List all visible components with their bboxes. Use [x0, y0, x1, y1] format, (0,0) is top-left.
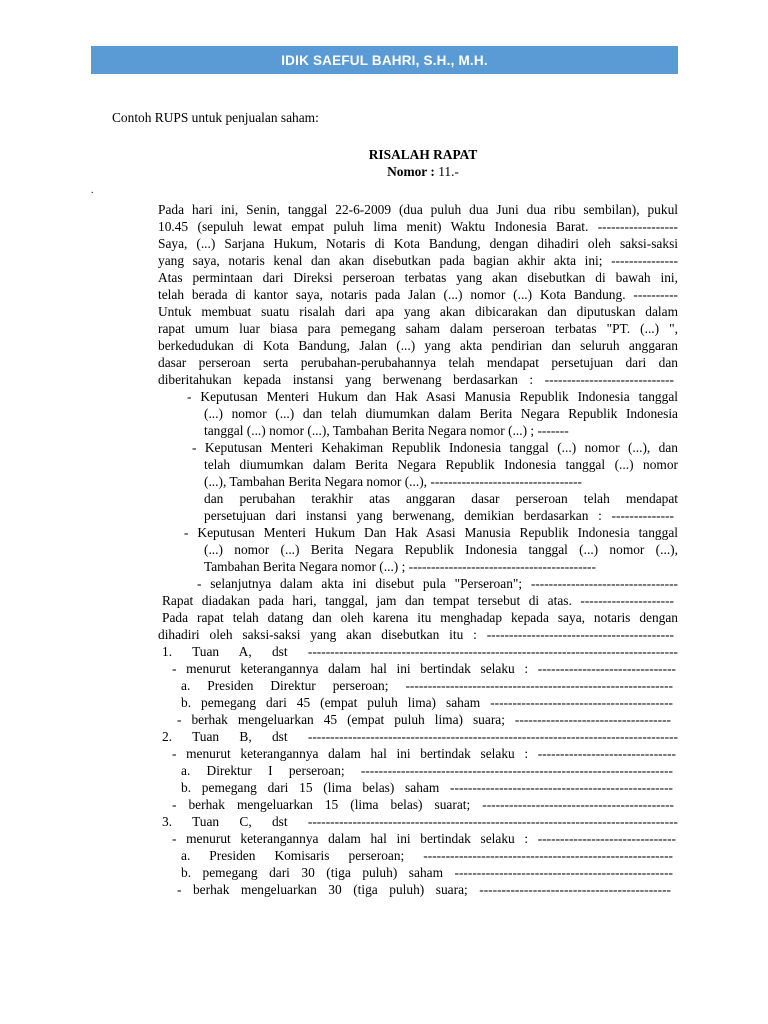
- author-name: IDIK SAEFUL BAHRI, S.H., M.H.: [281, 52, 488, 68]
- body-line: Tambahan Berita Negara nomor (...) ; ------------------------------------------: [204, 559, 596, 574]
- intro-text: Contoh RUPS untuk penjualan saham:: [112, 110, 319, 125]
- body-line: dan perubahan terakhir atas anggaran dasar perseroan telah mendapat: [204, 491, 678, 506]
- body-line: (...) nomor (...) dan telah diumumkan dalam Berita Negara Republik Indonesia: [204, 406, 678, 421]
- body-line: - selanjutnya dalam akta ini disebut pula "Perseroan"; ---------------------------------: [197, 576, 678, 591]
- body-line: - berhak mengeluarkan 45 (empat puluh lima) suara; -----------------------------------: [177, 712, 671, 727]
- doc-number-label: Nomor :: [387, 164, 435, 179]
- body-line: - Keputusan Menteri Kehakiman Republik Indonesia tanggal (...) nomor (...), dan: [192, 440, 678, 455]
- body-line: - menurut keterangannya dalam hal ini bertindak selaku : -------------------------------: [172, 661, 676, 676]
- body-line: berkedudukan di Kota Bandung, Jalan (...) yang akta pendirian dan seluruh anggaran: [158, 338, 678, 353]
- body-line: diberitahukan kepada instansi yang berwenang berdasarkan : -----------------------------: [158, 372, 674, 387]
- body-line: b. pemegang dari 30 (tiga puluh) saham -------------------------------------------------: [181, 865, 673, 880]
- body-line: 3. Tuan C, dst -----------------------------------------------------------------------------------: [162, 814, 678, 829]
- body-line: a. Direktur I perseroan; ----------------------------------------------------------------------: [181, 763, 673, 778]
- body-line: - Keputusan Menteri Hukum Dan Hak Asasi Manusia Republik Indonesia tanggal: [184, 525, 678, 540]
- body-line: dasar perseroan serta perubahan-perubahannya telah mendapat persetujuan dari dan: [158, 355, 678, 370]
- body-line: - berhak mengeluarkan 15 (lima belas) suarat; -------------------------------------------: [172, 797, 674, 812]
- body-line: yang saya, notaris kenal dan akan disebutkan pada bagian akhir akta ini; ---------------: [158, 253, 678, 268]
- body-line: a. Presiden Komisaris perseroan; --------------------------------------------------------: [181, 848, 673, 863]
- doc-number: [323, 163, 523, 180]
- body-line: Pada hari ini, Senin, tanggal 22-6-2009 (dua puluh dua Juni dua ribu sembilan), pukul: [158, 202, 678, 217]
- body-line: Untuk membuat suatu risalah dari apa yang akan dibicarakan dan diputuskan dalam: [158, 304, 678, 319]
- body-line: Saya, (...) Sarjana Hukum, Notaris di Kota Bandung, dengan dihadiri oleh saksi-saksi: [158, 236, 678, 251]
- doc-number-value: 11.-: [438, 164, 459, 179]
- body-line: b. pemegang dari 45 (empat puluh lima) saham -----------------------------------------: [181, 695, 673, 710]
- body-line: telah berada di kantor saya, notaris pada Jalan (...) nomor (...) Kota Bandung. ----------: [158, 287, 678, 302]
- doc-title: RISALAH RAPAT: [368, 147, 478, 162]
- body-line: Pada rapat telah datang dan oleh karena itu menghadap kepada saya, notaris dengan: [162, 610, 678, 625]
- body-line: (...), Tambahan Berita Negara nomor (...), ----------------------------------: [204, 474, 582, 489]
- body-line: rapat umum luar biasa para pemegang saham dalam perseroan terbatas "PT. (...) ",: [158, 321, 678, 336]
- body-line: telah diumumkan dalam Berita Negara Republik Indonesia tanggal (...) nomor: [204, 457, 678, 472]
- body-line: - menurut keterangannya dalam hal ini bertindak selaku : -------------------------------: [172, 831, 676, 846]
- body-line: (...) nomor (...) Berita Negara Republik Indonesia tanggal (...) nomor (...),: [204, 542, 678, 557]
- margin-mark: .: [91, 185, 94, 196]
- body-line: persetujuan dari instansi yang berwenang, demikian berdasarkan : --------------: [204, 508, 674, 523]
- body-line: tanggal (...) nomor (...), Tambahan Berita Negara nomor (...) ; -------: [204, 423, 569, 438]
- body-line: - berhak mengeluarkan 30 (tiga puluh) suara; -------------------------------------------: [177, 882, 671, 897]
- body-line: - Keputusan Menteri Hukum dan Hak Asasi Manusia Republik Indonesia tanggal: [187, 389, 678, 404]
- body-line: Rapat diadakan pada hari, tanggal, jam dan tempat tersebut di atas. ---------------------: [162, 593, 674, 608]
- body-line: 1. Tuan A, dst -----------------------------------------------------------------------------------: [162, 644, 678, 659]
- body-line: - menurut keterangannya dalam hal ini bertindak selaku : -------------------------------: [172, 746, 676, 761]
- body-line: 10.45 (sepuluh lewat empat puluh lima menit) Waktu Indonesia Barat. ------------------: [158, 219, 678, 234]
- body-line: Atas permintaan dari Direksi perseroan terbatas yang akan disebutkan di bawah ini,: [158, 270, 678, 285]
- body-line: 2. Tuan B, dst -----------------------------------------------------------------------------------: [162, 729, 678, 744]
- body-line: dihadiri oleh saksi-saksi yang akan disebutkan itu : ------------------------------------------: [158, 627, 674, 642]
- body-line: b. pemegang dari 15 (lima belas) saham --------------------------------------------------: [181, 780, 673, 795]
- author-header-bar: [91, 46, 678, 74]
- body-line: a. Presiden Direktur perseroan; ------------------------------------------------------------: [181, 678, 673, 693]
